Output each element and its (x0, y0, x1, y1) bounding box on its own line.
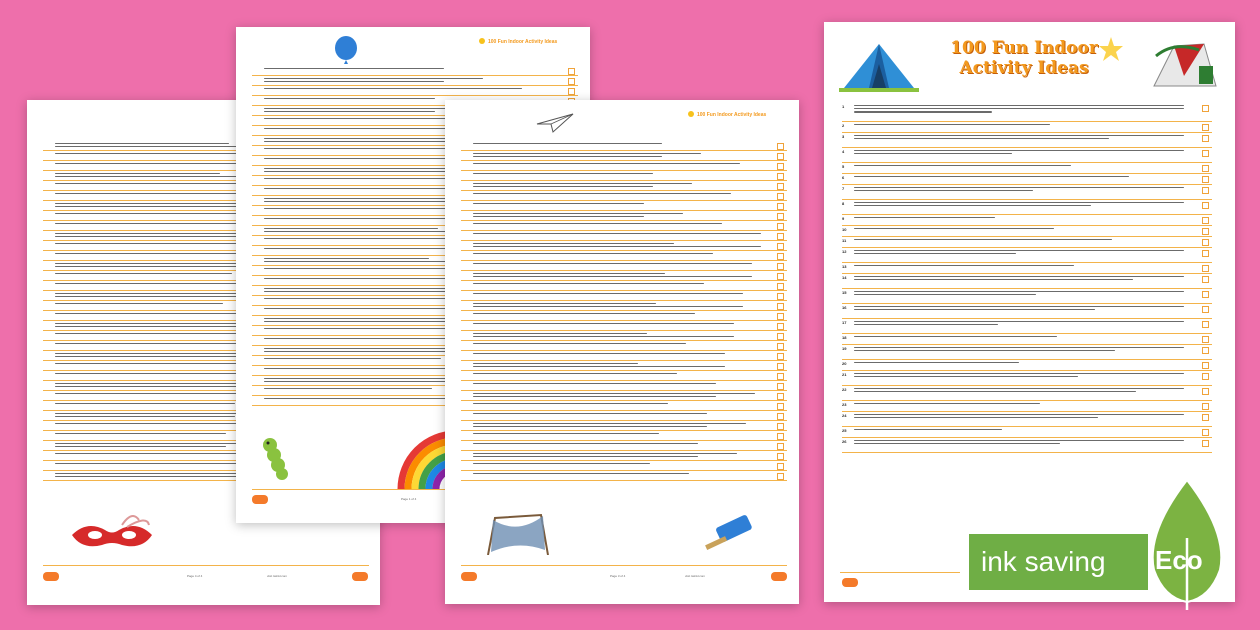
checkbox[interactable] (1202, 347, 1209, 354)
checkbox[interactable] (1202, 176, 1209, 183)
walkie-talkie-icon (703, 515, 759, 560)
checkbox[interactable] (1202, 321, 1209, 328)
list-item (842, 346, 1212, 360)
list-item (461, 262, 787, 271)
caterpillar-icon (260, 435, 296, 486)
list-item (461, 322, 787, 331)
list-item (461, 472, 787, 481)
item-number: 18 (842, 335, 847, 340)
checkbox[interactable] (1202, 165, 1209, 172)
checkbox[interactable] (1202, 388, 1209, 395)
checkbox[interactable] (1202, 135, 1209, 142)
item-number: 7 (842, 186, 845, 191)
list-item (842, 361, 1212, 371)
paper-plane-icon (535, 112, 575, 139)
list-item (461, 422, 787, 431)
item-number: 21 (842, 372, 847, 377)
item-number: 17 (842, 320, 847, 325)
item-number: 16 (842, 305, 847, 310)
twinkl-logo (252, 495, 268, 504)
activity-list (461, 142, 787, 482)
checkbox[interactable] (1202, 336, 1209, 343)
checkbox[interactable] (777, 463, 784, 470)
checkbox[interactable] (777, 343, 784, 350)
list-item (842, 216, 1212, 226)
list-item (461, 222, 787, 231)
checkbox[interactable] (1202, 250, 1209, 257)
checkbox[interactable] (777, 213, 784, 220)
list-item (461, 362, 787, 371)
footer-page-label: Page 1 of 4 (401, 497, 417, 501)
checkbox[interactable] (568, 78, 575, 85)
list-item (842, 123, 1212, 133)
checkbox[interactable] (777, 293, 784, 300)
checkbox[interactable] (777, 143, 784, 150)
ink-saving-badge (967, 532, 1150, 592)
worksheet-page-3 (445, 100, 799, 604)
checkbox[interactable] (777, 193, 784, 200)
ink-saving-label: ink saving (981, 546, 1106, 577)
checkbox[interactable] (1202, 124, 1209, 131)
item-number: 6 (842, 175, 845, 180)
small-header: 100 Fun Indoor Activity Ideas (488, 39, 558, 45)
checkbox[interactable] (777, 223, 784, 230)
checkbox[interactable] (777, 353, 784, 360)
list-item (461, 432, 787, 441)
list-item (842, 275, 1212, 289)
list-item (461, 442, 787, 451)
item-number: 26 (842, 439, 847, 444)
list-item (461, 382, 787, 391)
checkbox[interactable] (777, 453, 784, 460)
list-item (842, 175, 1212, 185)
list-item (842, 402, 1212, 412)
checkbox[interactable] (777, 243, 784, 250)
list-item (461, 352, 787, 361)
checkbox[interactable] (777, 163, 784, 170)
checkbox[interactable] (777, 473, 784, 480)
checkbox[interactable] (1202, 291, 1209, 298)
list-item (461, 272, 787, 281)
list-item (842, 227, 1212, 237)
list-item (461, 292, 787, 301)
list-item (842, 264, 1212, 274)
tent-icon (839, 36, 919, 99)
list-item (842, 149, 1212, 163)
list-item (842, 439, 1212, 453)
leaf-icon (1140, 478, 1234, 610)
fort-icon (1144, 36, 1222, 101)
list-item (461, 232, 787, 241)
item-number: 10 (842, 227, 847, 232)
list-item (461, 302, 787, 311)
checkbox[interactable] (1202, 228, 1209, 235)
list-item (252, 77, 578, 86)
checkbox[interactable] (777, 173, 784, 180)
checkbox[interactable] (777, 263, 784, 270)
list-item (461, 152, 787, 161)
item-number: 20 (842, 361, 847, 366)
title-line-1: 100 Fun Indoor (950, 38, 1098, 58)
list-item (842, 186, 1212, 200)
footer-page-label: Page 4 of 4 (187, 574, 203, 578)
list-item (461, 282, 787, 291)
item-number: 24 (842, 413, 847, 418)
checkbox[interactable] (777, 393, 784, 400)
checkbox[interactable] (1202, 403, 1209, 410)
list-item (842, 290, 1212, 304)
list-item (461, 342, 787, 351)
list-item (842, 201, 1212, 215)
list-item (461, 212, 787, 221)
checkbox[interactable] (777, 373, 784, 380)
checkbox[interactable] (777, 313, 784, 320)
list-item (842, 428, 1212, 438)
list-item (461, 182, 787, 191)
checkbox[interactable] (1202, 373, 1209, 380)
checkbox[interactable] (777, 283, 784, 290)
checkbox[interactable] (568, 68, 575, 75)
list-item (842, 413, 1212, 427)
checkbox[interactable] (777, 183, 784, 190)
list-item (461, 312, 787, 321)
checkbox[interactable] (1202, 440, 1209, 447)
list-item (461, 142, 787, 151)
item-number: 13 (842, 264, 847, 269)
list-item (461, 412, 787, 421)
twinkl-logo (771, 572, 787, 581)
list-item (461, 242, 787, 251)
mask-icon (67, 515, 157, 560)
list-item (461, 392, 787, 401)
list-item (252, 67, 578, 76)
checkbox[interactable] (568, 88, 575, 95)
twinkl-logo (43, 572, 59, 581)
checkbox[interactable] (1202, 239, 1209, 246)
twinkl-logo (461, 572, 477, 581)
checkbox[interactable] (777, 403, 784, 410)
footer-url: visit twinkl.com (267, 574, 288, 578)
checkbox[interactable] (1202, 202, 1209, 209)
list-item (461, 402, 787, 411)
checkbox[interactable] (1202, 265, 1209, 272)
item-number: 9 (842, 216, 845, 221)
item-number: 3 (842, 134, 845, 139)
item-number: 5 (842, 164, 845, 169)
checkbox[interactable] (1202, 362, 1209, 369)
checkbox[interactable] (777, 443, 784, 450)
checkbox[interactable] (777, 323, 784, 330)
small-header: 100 Fun Indoor Activity Ideas (697, 112, 767, 118)
list-item (461, 332, 787, 341)
twinkl-logo (352, 572, 368, 581)
list-item (842, 372, 1212, 386)
list-item (842, 320, 1212, 334)
list-item (461, 452, 787, 461)
list-item (842, 335, 1212, 345)
checkbox[interactable] (777, 203, 784, 210)
checkbox[interactable] (777, 423, 784, 430)
list-item (461, 462, 787, 471)
title-line-2: Activity Ideas (959, 58, 1089, 78)
item-number: 23 (842, 402, 847, 407)
list-item (461, 172, 787, 181)
item-number: 11 (842, 238, 847, 243)
checkbox[interactable] (1202, 414, 1209, 421)
checkbox[interactable] (1202, 150, 1209, 157)
page-title (934, 38, 1114, 78)
checkbox[interactable] (777, 153, 784, 160)
checkbox[interactable] (777, 333, 784, 340)
twinkl-logo (842, 578, 858, 587)
checkbox[interactable] (777, 233, 784, 240)
item-number: 19 (842, 346, 847, 351)
list-item (461, 162, 787, 171)
list-item (842, 249, 1212, 263)
tent-den-icon (483, 510, 553, 560)
checkbox[interactable] (777, 413, 784, 420)
checkbox[interactable] (1202, 187, 1209, 194)
item-number: 1 (842, 104, 845, 109)
item-number: 22 (842, 387, 847, 392)
front-activity-list (842, 104, 1212, 454)
footer-url: visit twinkl.com (685, 574, 706, 578)
star-icon (1098, 36, 1124, 67)
list-item (842, 305, 1212, 319)
checkbox[interactable] (1202, 105, 1209, 112)
item-number: 25 (842, 428, 847, 433)
checkbox[interactable] (777, 383, 784, 390)
list-item (842, 134, 1212, 148)
list-item (461, 252, 787, 261)
footer-page-label: Page 3 of 4 (610, 574, 626, 578)
checkbox[interactable] (777, 273, 784, 280)
balloon-icon (331, 35, 361, 70)
item-number: 14 (842, 275, 847, 280)
item-number: 8 (842, 201, 845, 206)
list-item (842, 238, 1212, 248)
checkbox[interactable] (1202, 217, 1209, 224)
item-number: 12 (842, 249, 847, 254)
item-number: 4 (842, 149, 845, 154)
checkbox[interactable] (1202, 429, 1209, 436)
list-item (461, 192, 787, 201)
eco-label: Eco (1155, 545, 1203, 575)
list-item (461, 372, 787, 381)
item-number: 15 (842, 290, 847, 295)
list-item (842, 104, 1212, 122)
checkbox[interactable] (777, 433, 784, 440)
checkbox[interactable] (777, 363, 784, 370)
checkbox[interactable] (777, 253, 784, 260)
list-item (461, 202, 787, 211)
checkbox[interactable] (777, 303, 784, 310)
list-item (842, 164, 1212, 174)
list-item (252, 87, 578, 96)
checkbox[interactable] (1202, 306, 1209, 313)
checkbox[interactable] (1202, 276, 1209, 283)
item-number: 2 (842, 123, 845, 128)
list-item (842, 387, 1212, 401)
